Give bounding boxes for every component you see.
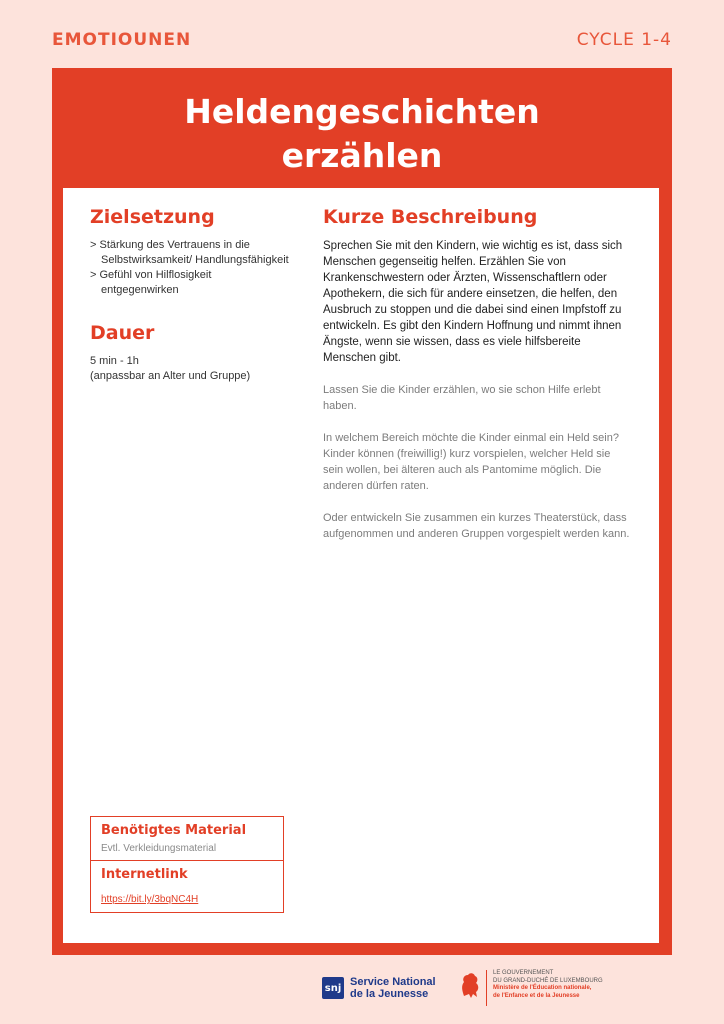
title-line-2: erzählen <box>281 136 443 175</box>
materials-value: Evtl. Verkleidungsmaterial <box>101 843 217 854</box>
branding-divider <box>486 970 487 1006</box>
materials-heading: Benötigtes Material <box>101 823 247 838</box>
snj-name-line-1: Service National <box>350 976 436 988</box>
government-branding <box>458 970 603 1006</box>
link-heading: Internetlink <box>101 867 188 882</box>
title-line-1: Heldengeschichten <box>184 92 540 131</box>
description-paragraph: Lassen Sie die Kinder erzählen, wo sie schon Hilfe erlebt haben. <box>323 384 601 412</box>
cycle-label: CYCLE 1-4 <box>576 30 672 50</box>
gov-line-3: Ministère de l'Éducation nationale, <box>493 985 592 991</box>
goals-list <box>90 238 290 298</box>
page-title <box>52 90 672 178</box>
internet-link[interactable]: https://bit.ly/3bqNC4H <box>101 894 199 905</box>
gov-line-2: DU GRAND-DUCHÉ DE LUXEMBOURG <box>493 977 603 984</box>
page-footer <box>0 970 724 1010</box>
left-column <box>90 206 290 384</box>
description-paragraph: In welchem Bereich möchte die Kinder einmal ein Held sein? Kinder können (freiwillig!) kurz vorspielen, welcher Held sie sein wollen, bei älteren auch als Pantomime möglich. Die anderen dürfen raten. <box>323 432 619 492</box>
right-column <box>323 206 633 558</box>
dauer-heading: Dauer <box>90 322 155 344</box>
dauer-value: 5 min - 1h <box>90 355 139 367</box>
activity-card <box>52 68 672 955</box>
dauer-note: (anpassbar an Alter und Gruppe) <box>90 370 251 382</box>
description-main: Sprechen Sie mit den Kindern, wie wichtig es ist, dass sich Menschen gegenseitig helfen. Erzählen Sie von Krankenschwestern oder Ärzten, Wissenschaftlern oder Apothekern, die sich für andere einsetzen, die helfen, den Ausbruch zu stoppen und die dabei sind einen Impfstoff zu entwickeln. Es gibt den Kindern Hoffnung und nimmt ihnen Ängste, wenn sie wissen, dass es viele hilfsbereite Menschen gibt. <box>323 240 623 364</box>
materials-section <box>91 817 283 860</box>
link-section <box>91 860 283 912</box>
beschreibung-heading: Kurze Beschreibung <box>323 206 538 228</box>
snj-branding <box>322 976 436 1000</box>
materials-box <box>90 816 284 913</box>
goal-item: > Gefühl von Hilflosigkeit entgegenwirken <box>90 268 290 298</box>
category-label: EMOTIOUNEN <box>52 30 192 50</box>
government-text <box>493 970 603 1000</box>
snj-name-line-2: de la Jeunesse <box>350 988 429 1000</box>
gov-line-4: de l'Enfance et de la Jeunesse <box>493 992 580 999</box>
page-header <box>52 30 672 50</box>
snj-logo-icon: snj <box>322 977 344 999</box>
gov-line-1: LE GOUVERNEMENT <box>493 970 554 976</box>
zielsetzung-heading: Zielsetzung <box>90 206 215 228</box>
lion-crest-icon <box>458 970 482 1000</box>
content-panel <box>63 188 659 943</box>
description-paragraph: Oder entwickeln Sie zusammen ein kurzes Theaterstück, dass aufgenommen und anderen Gruppen vorgespielt werden kann. <box>323 512 630 540</box>
goal-item: > Stärkung des Vertrauens in die Selbstwirksamkeit/ Handlungsfähigkeit <box>90 238 290 268</box>
snj-name <box>350 976 436 1000</box>
